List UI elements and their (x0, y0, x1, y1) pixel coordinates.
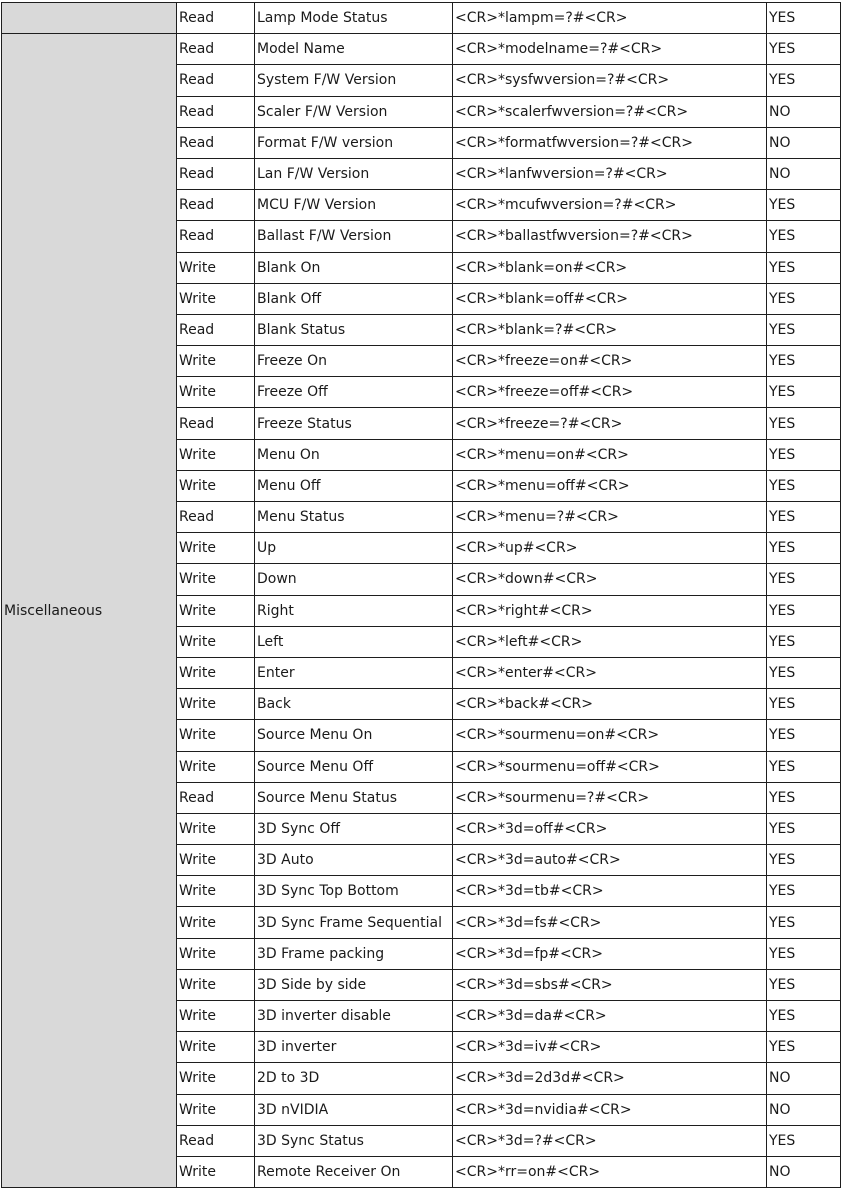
command-cell: <CR>*sourmenu=on#<CR> (453, 720, 767, 751)
supported-cell: YES (767, 595, 841, 626)
command-cell: <CR>*3d=sbs#<CR> (453, 969, 767, 1000)
supported-cell: YES (767, 813, 841, 844)
type-cell: Read (177, 314, 255, 345)
type-cell: Write (177, 626, 255, 657)
supported-cell: YES (767, 1001, 841, 1032)
function-cell: MCU F/W Version (255, 190, 453, 221)
command-cell: <CR>*modelname=?#<CR> (453, 34, 767, 65)
function-cell: Lamp Mode Status (255, 3, 453, 34)
table-row (2, 34, 841, 65)
function-cell: 3D Auto (255, 845, 453, 876)
function-cell: Down (255, 564, 453, 595)
command-cell: <CR>*menu=on#<CR> (453, 439, 767, 470)
type-cell: Read (177, 782, 255, 813)
type-cell: Read (177, 127, 255, 158)
command-cell: <CR>*3d=iv#<CR> (453, 1032, 767, 1063)
function-cell: 3D nVIDIA (255, 1094, 453, 1125)
supported-cell: NO (767, 127, 841, 158)
function-cell: System F/W Version (255, 65, 453, 96)
type-cell: Write (177, 813, 255, 844)
type-cell: Write (177, 751, 255, 782)
function-cell: Left (255, 626, 453, 657)
type-cell: Read (177, 96, 255, 127)
type-cell: Read (177, 221, 255, 252)
function-cell: Ballast F/W Version (255, 221, 453, 252)
type-cell: Write (177, 1001, 255, 1032)
command-cell: <CR>*blank=on#<CR> (453, 252, 767, 283)
function-cell: 3D inverter (255, 1032, 453, 1063)
function-cell: Source Menu Off (255, 751, 453, 782)
command-cell: <CR>*3d=da#<CR> (453, 1001, 767, 1032)
type-cell: Write (177, 470, 255, 501)
command-cell: <CR>*lampm=?#<CR> (453, 3, 767, 34)
command-cell: <CR>*freeze=off#<CR> (453, 377, 767, 408)
function-cell: Lan F/W Version (255, 158, 453, 189)
function-cell: Source Menu Status (255, 782, 453, 813)
supported-cell: YES (767, 1125, 841, 1156)
function-cell: 3D Sync Top Bottom (255, 876, 453, 907)
supported-cell: YES (767, 876, 841, 907)
supported-cell: YES (767, 470, 841, 501)
supported-cell: YES (767, 314, 841, 345)
supported-cell: YES (767, 190, 841, 221)
function-cell: Freeze Status (255, 408, 453, 439)
type-cell: Write (177, 439, 255, 470)
supported-cell: NO (767, 1063, 841, 1094)
command-table (1, 2, 841, 1188)
function-cell: Menu Status (255, 502, 453, 533)
command-cell: <CR>*menu=?#<CR> (453, 502, 767, 533)
function-cell: 3D Sync Off (255, 813, 453, 844)
category-cell: Miscellaneous (2, 34, 177, 1188)
supported-cell: YES (767, 751, 841, 782)
supported-cell: YES (767, 689, 841, 720)
type-cell: Write (177, 252, 255, 283)
type-cell: Write (177, 845, 255, 876)
function-cell: Enter (255, 657, 453, 688)
function-cell: Freeze On (255, 346, 453, 377)
command-cell: <CR>*freeze=on#<CR> (453, 346, 767, 377)
type-cell: Write (177, 689, 255, 720)
type-cell: Write (177, 876, 255, 907)
supported-cell: YES (767, 3, 841, 34)
function-cell: 2D to 3D (255, 1063, 453, 1094)
supported-cell: YES (767, 845, 841, 876)
supported-cell: YES (767, 564, 841, 595)
supported-cell: NO (767, 1156, 841, 1187)
supported-cell: YES (767, 1032, 841, 1063)
type-cell: Read (177, 65, 255, 96)
command-cell: <CR>*3d=nvidia#<CR> (453, 1094, 767, 1125)
command-cell: <CR>*3d=fp#<CR> (453, 938, 767, 969)
type-cell: Write (177, 377, 255, 408)
command-cell: <CR>*3d=off#<CR> (453, 813, 767, 844)
supported-cell: YES (767, 34, 841, 65)
supported-cell: YES (767, 938, 841, 969)
type-cell: Write (177, 720, 255, 751)
type-cell: Write (177, 969, 255, 1000)
function-cell: Right (255, 595, 453, 626)
command-cell: <CR>*right#<CR> (453, 595, 767, 626)
supported-cell: YES (767, 907, 841, 938)
command-cell: <CR>*menu=off#<CR> (453, 470, 767, 501)
function-cell: 3D Sync Frame Sequential (255, 907, 453, 938)
command-cell: <CR>*enter#<CR> (453, 657, 767, 688)
command-cell: <CR>*scalerfwversion=?#<CR> (453, 96, 767, 127)
supported-cell: YES (767, 377, 841, 408)
supported-cell: YES (767, 283, 841, 314)
type-cell: Read (177, 34, 255, 65)
command-cell: <CR>*rr=on#<CR> (453, 1156, 767, 1187)
supported-cell: YES (767, 626, 841, 657)
function-cell: 3D Frame packing (255, 938, 453, 969)
command-cell: <CR>*3d=fs#<CR> (453, 907, 767, 938)
type-cell: Write (177, 938, 255, 969)
command-cell: <CR>*back#<CR> (453, 689, 767, 720)
function-cell: Blank Status (255, 314, 453, 345)
supported-cell: YES (767, 252, 841, 283)
type-cell: Write (177, 533, 255, 564)
command-cell: <CR>*mcufwversion=?#<CR> (453, 190, 767, 221)
type-cell: Read (177, 158, 255, 189)
supported-cell: YES (767, 657, 841, 688)
function-cell: Model Name (255, 34, 453, 65)
command-cell: <CR>*sourmenu=off#<CR> (453, 751, 767, 782)
command-cell: <CR>*blank=off#<CR> (453, 283, 767, 314)
function-cell: Back (255, 689, 453, 720)
function-cell: Blank On (255, 252, 453, 283)
function-cell: Format F/W version (255, 127, 453, 158)
type-cell: Write (177, 1063, 255, 1094)
command-cell: <CR>*formatfwversion=?#<CR> (453, 127, 767, 158)
supported-cell: YES (767, 720, 841, 751)
function-cell: Blank Off (255, 283, 453, 314)
table-row (2, 3, 841, 34)
command-cell: <CR>*down#<CR> (453, 564, 767, 595)
function-cell: 3D Sync Status (255, 1125, 453, 1156)
supported-cell: YES (767, 782, 841, 813)
command-cell: <CR>*blank=?#<CR> (453, 314, 767, 345)
supported-cell: YES (767, 533, 841, 564)
type-cell: Write (177, 907, 255, 938)
command-cell: <CR>*3d=?#<CR> (453, 1125, 767, 1156)
command-cell: <CR>*lanfwversion=?#<CR> (453, 158, 767, 189)
command-cell: <CR>*left#<CR> (453, 626, 767, 657)
function-cell: Menu On (255, 439, 453, 470)
supported-cell: YES (767, 65, 841, 96)
type-cell: Read (177, 190, 255, 221)
command-cell: <CR>*sysfwversion=?#<CR> (453, 65, 767, 96)
command-cell: <CR>*3d=tb#<CR> (453, 876, 767, 907)
type-cell: Read (177, 408, 255, 439)
command-cell: <CR>*freeze=?#<CR> (453, 408, 767, 439)
type-cell: Write (177, 1032, 255, 1063)
supported-cell: YES (767, 439, 841, 470)
command-cell: <CR>*ballastfwversion=?#<CR> (453, 221, 767, 252)
command-cell: <CR>*sourmenu=?#<CR> (453, 782, 767, 813)
command-cell: <CR>*3d=2d3d#<CR> (453, 1063, 767, 1094)
type-cell: Read (177, 3, 255, 34)
type-cell: Write (177, 1156, 255, 1187)
function-cell: Freeze Off (255, 377, 453, 408)
type-cell: Write (177, 346, 255, 377)
supported-cell: YES (767, 408, 841, 439)
type-cell: Write (177, 564, 255, 595)
function-cell: 3D Side by side (255, 969, 453, 1000)
supported-cell: NO (767, 1094, 841, 1125)
supported-cell: YES (767, 221, 841, 252)
type-cell: Write (177, 657, 255, 688)
function-cell: Menu Off (255, 470, 453, 501)
function-cell: Remote Receiver On (255, 1156, 453, 1187)
function-cell: Source Menu On (255, 720, 453, 751)
type-cell: Write (177, 283, 255, 314)
type-cell: Read (177, 502, 255, 533)
type-cell: Write (177, 1094, 255, 1125)
command-table-body (2, 3, 841, 1188)
supported-cell: YES (767, 346, 841, 377)
supported-cell: NO (767, 96, 841, 127)
function-cell: 3D inverter disable (255, 1001, 453, 1032)
supported-cell: YES (767, 502, 841, 533)
type-cell: Read (177, 1125, 255, 1156)
supported-cell: YES (767, 969, 841, 1000)
command-cell: <CR>*3d=auto#<CR> (453, 845, 767, 876)
function-cell: Scaler F/W Version (255, 96, 453, 127)
category-cell (2, 3, 177, 34)
supported-cell: NO (767, 158, 841, 189)
command-cell: <CR>*up#<CR> (453, 533, 767, 564)
type-cell: Write (177, 595, 255, 626)
function-cell: Up (255, 533, 453, 564)
